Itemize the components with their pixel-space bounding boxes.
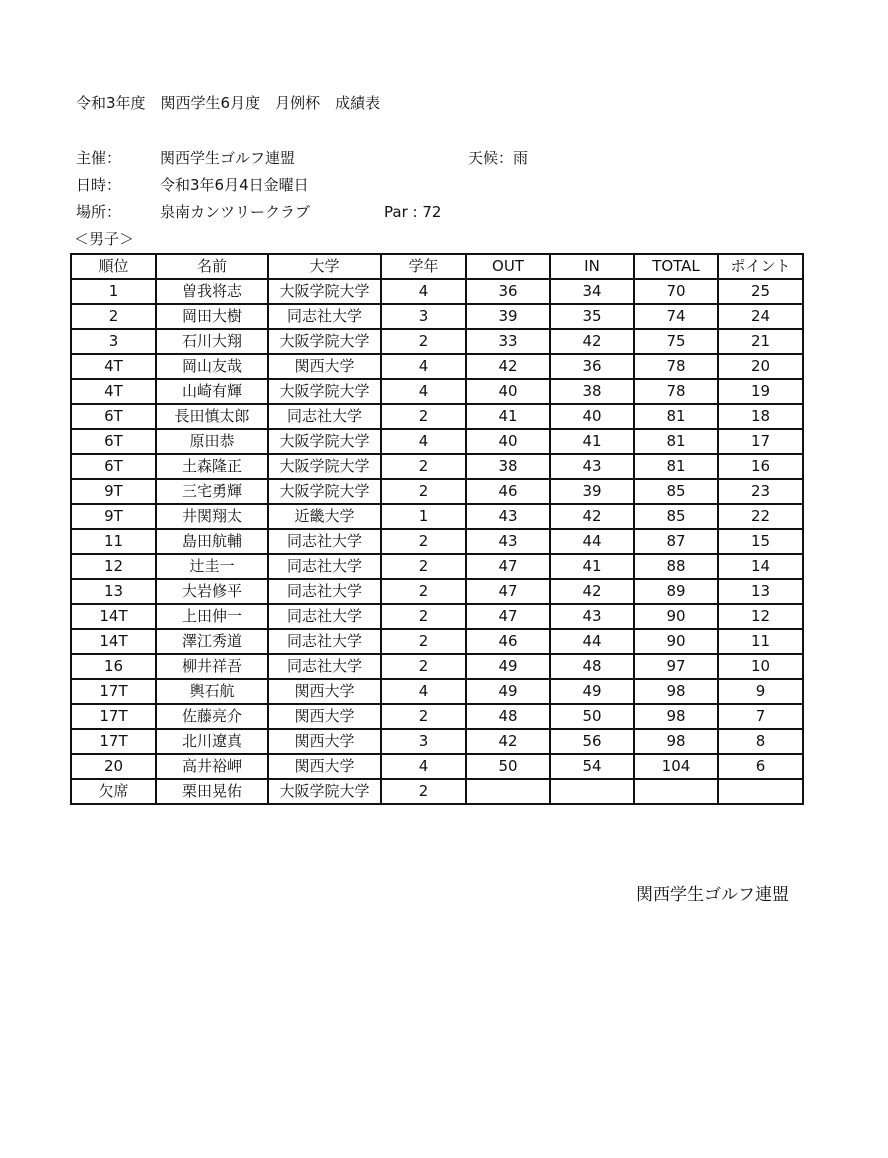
cell-out: 47 bbox=[466, 604, 550, 629]
cell-grade: 2 bbox=[381, 604, 466, 629]
cell-rank: 13 bbox=[71, 579, 156, 604]
par-value: Par : 72 bbox=[384, 203, 442, 221]
document-title: 令和3年度 関西学生6月度 月例杯 成績表 bbox=[76, 94, 381, 112]
cell-points: 15 bbox=[718, 529, 803, 554]
column-header-rank: 順位 bbox=[71, 254, 156, 279]
column-header-points: ポイント bbox=[718, 254, 803, 279]
cell-university: 同志社大学 bbox=[268, 654, 381, 679]
cell-grade: 4 bbox=[381, 379, 466, 404]
cell-points: 24 bbox=[718, 304, 803, 329]
table-row bbox=[71, 279, 803, 304]
cell-total: 90 bbox=[634, 629, 718, 654]
column-header-out: OUT bbox=[466, 254, 550, 279]
place-value: 泉南カンツリークラブ bbox=[160, 203, 311, 221]
cell-in: 43 bbox=[550, 604, 634, 629]
cell-university: 関西大学 bbox=[268, 754, 381, 779]
cell-university: 関西大学 bbox=[268, 704, 381, 729]
cell-rank: 11 bbox=[71, 529, 156, 554]
table-row bbox=[71, 604, 803, 629]
cell-rank: 4T bbox=[71, 379, 156, 404]
cell-grade: 2 bbox=[381, 454, 466, 479]
cell-grade: 4 bbox=[381, 429, 466, 454]
cell-university: 同志社大学 bbox=[268, 604, 381, 629]
cell-out: 41 bbox=[466, 404, 550, 429]
host-label: 主催： bbox=[76, 149, 122, 167]
cell-out: 50 bbox=[466, 754, 550, 779]
cell-name: 澤江秀道 bbox=[156, 629, 268, 654]
cell-name: 高井裕岬 bbox=[156, 754, 268, 779]
cell-in: 35 bbox=[550, 304, 634, 329]
cell-in: 48 bbox=[550, 654, 634, 679]
cell-name: 岡山友哉 bbox=[156, 354, 268, 379]
cell-in: 39 bbox=[550, 479, 634, 504]
cell-points: 22 bbox=[718, 504, 803, 529]
cell-name: 井関翔太 bbox=[156, 504, 268, 529]
cell-points: 20 bbox=[718, 354, 803, 379]
cell-university: 大阪学院大学 bbox=[268, 279, 381, 304]
cell-out: 40 bbox=[466, 429, 550, 454]
cell-points: 12 bbox=[718, 604, 803, 629]
column-header-university: 大学 bbox=[268, 254, 381, 279]
cell-rank: 9T bbox=[71, 479, 156, 504]
cell-name: 長田慎太郎 bbox=[156, 404, 268, 429]
cell-points: 7 bbox=[718, 704, 803, 729]
cell-name: 曽我将志 bbox=[156, 279, 268, 304]
section-label-men: ＜男子＞ bbox=[74, 230, 135, 248]
table-row bbox=[71, 354, 803, 379]
cell-name: 島田航輔 bbox=[156, 529, 268, 554]
cell-name: 上田伸一 bbox=[156, 604, 268, 629]
cell-total: 81 bbox=[634, 429, 718, 454]
cell-grade: 2 bbox=[381, 654, 466, 679]
table-row bbox=[71, 704, 803, 729]
cell-out: 48 bbox=[466, 704, 550, 729]
cell-total: 98 bbox=[634, 729, 718, 754]
cell-grade: 4 bbox=[381, 354, 466, 379]
cell-grade: 4 bbox=[381, 754, 466, 779]
cell-out: 49 bbox=[466, 654, 550, 679]
cell-name: 山崎有輝 bbox=[156, 379, 268, 404]
cell-points: 25 bbox=[718, 279, 803, 304]
cell-points: 11 bbox=[718, 629, 803, 654]
cell-points: 8 bbox=[718, 729, 803, 754]
date-value: 令和3年6月4日金曜日 bbox=[160, 176, 309, 194]
table-header-row bbox=[71, 254, 803, 279]
cell-in: 34 bbox=[550, 279, 634, 304]
cell-rank: 17T bbox=[71, 679, 156, 704]
cell-out: 49 bbox=[466, 679, 550, 704]
cell-out: 43 bbox=[466, 529, 550, 554]
cell-in: 42 bbox=[550, 504, 634, 529]
cell-rank: 12 bbox=[71, 554, 156, 579]
cell-rank: 14T bbox=[71, 629, 156, 654]
cell-university: 大阪学院大学 bbox=[268, 429, 381, 454]
cell-in: 42 bbox=[550, 329, 634, 354]
cell-university: 同志社大学 bbox=[268, 304, 381, 329]
cell-rank: 6T bbox=[71, 429, 156, 454]
cell-grade: 2 bbox=[381, 529, 466, 554]
table-row bbox=[71, 754, 803, 779]
table-row bbox=[71, 304, 803, 329]
cell-name: 辻圭一 bbox=[156, 554, 268, 579]
cell-points: 18 bbox=[718, 404, 803, 429]
cell-points: 6 bbox=[718, 754, 803, 779]
table-row bbox=[71, 779, 803, 804]
cell-in: 41 bbox=[550, 429, 634, 454]
table-row bbox=[71, 454, 803, 479]
cell-rank: 16 bbox=[71, 654, 156, 679]
cell-in: 36 bbox=[550, 354, 634, 379]
cell-grade: 2 bbox=[381, 404, 466, 429]
cell-grade: 2 bbox=[381, 329, 466, 354]
column-header-grade: 学年 bbox=[381, 254, 466, 279]
cell-points: 9 bbox=[718, 679, 803, 704]
cell-total: 104 bbox=[634, 754, 718, 779]
results-table-body bbox=[71, 279, 803, 804]
cell-rank: 6T bbox=[71, 404, 156, 429]
table-row bbox=[71, 654, 803, 679]
cell-total: 98 bbox=[634, 704, 718, 729]
cell-rank: 2 bbox=[71, 304, 156, 329]
cell-university: 大阪学院大学 bbox=[268, 329, 381, 354]
cell-in bbox=[550, 779, 634, 804]
cell-name: 佐藤亮介 bbox=[156, 704, 268, 729]
cell-total bbox=[634, 779, 718, 804]
table-row bbox=[71, 629, 803, 654]
cell-out: 33 bbox=[466, 329, 550, 354]
cell-out: 47 bbox=[466, 579, 550, 604]
cell-total: 89 bbox=[634, 579, 718, 604]
cell-grade: 4 bbox=[381, 679, 466, 704]
cell-points: 17 bbox=[718, 429, 803, 454]
cell-out: 38 bbox=[466, 454, 550, 479]
cell-grade: 2 bbox=[381, 629, 466, 654]
cell-in: 40 bbox=[550, 404, 634, 429]
results-table bbox=[70, 253, 804, 805]
cell-university: 同志社大学 bbox=[268, 404, 381, 429]
cell-points: 13 bbox=[718, 579, 803, 604]
footer-organizer: 関西学生ゴルフ連盟 bbox=[636, 885, 789, 905]
cell-points: 16 bbox=[718, 454, 803, 479]
cell-grade: 2 bbox=[381, 704, 466, 729]
cell-out: 42 bbox=[466, 729, 550, 754]
cell-total: 90 bbox=[634, 604, 718, 629]
cell-university: 大阪学院大学 bbox=[268, 479, 381, 504]
cell-in: 38 bbox=[550, 379, 634, 404]
cell-university: 関西大学 bbox=[268, 354, 381, 379]
cell-in: 43 bbox=[550, 454, 634, 479]
table-row bbox=[71, 404, 803, 429]
cell-in: 44 bbox=[550, 629, 634, 654]
cell-rank: 17T bbox=[71, 729, 156, 754]
cell-name: 土森隆正 bbox=[156, 454, 268, 479]
cell-university: 同志社大学 bbox=[268, 629, 381, 654]
column-header-in: IN bbox=[550, 254, 634, 279]
cell-total: 78 bbox=[634, 354, 718, 379]
cell-grade: 2 bbox=[381, 779, 466, 804]
table-row bbox=[71, 579, 803, 604]
cell-points: 21 bbox=[718, 329, 803, 354]
cell-university: 関西大学 bbox=[268, 729, 381, 754]
cell-grade: 2 bbox=[381, 479, 466, 504]
cell-out: 42 bbox=[466, 354, 550, 379]
cell-rank: 20 bbox=[71, 754, 156, 779]
cell-name: 栗田晃佑 bbox=[156, 779, 268, 804]
cell-total: 70 bbox=[634, 279, 718, 304]
cell-university: 大阪学院大学 bbox=[268, 454, 381, 479]
cell-name: 原田恭 bbox=[156, 429, 268, 454]
cell-name: 石川大翔 bbox=[156, 329, 268, 354]
cell-grade: 3 bbox=[381, 304, 466, 329]
cell-name: 北川遼真 bbox=[156, 729, 268, 754]
cell-in: 50 bbox=[550, 704, 634, 729]
table-row bbox=[71, 379, 803, 404]
table-row bbox=[71, 729, 803, 754]
cell-rank: 3 bbox=[71, 329, 156, 354]
cell-out: 36 bbox=[466, 279, 550, 304]
cell-out: 46 bbox=[466, 629, 550, 654]
cell-total: 97 bbox=[634, 654, 718, 679]
cell-out: 39 bbox=[466, 304, 550, 329]
cell-points: 19 bbox=[718, 379, 803, 404]
cell-in: 44 bbox=[550, 529, 634, 554]
cell-grade: 2 bbox=[381, 554, 466, 579]
cell-grade: 2 bbox=[381, 579, 466, 604]
cell-total: 88 bbox=[634, 554, 718, 579]
cell-total: 85 bbox=[634, 504, 718, 529]
place-label: 場所： bbox=[76, 203, 122, 221]
cell-out: 47 bbox=[466, 554, 550, 579]
column-header-total: TOTAL bbox=[634, 254, 718, 279]
cell-rank: 欠席 bbox=[71, 779, 156, 804]
cell-total: 81 bbox=[634, 404, 718, 429]
cell-total: 74 bbox=[634, 304, 718, 329]
cell-out: 46 bbox=[466, 479, 550, 504]
table-row bbox=[71, 504, 803, 529]
cell-in: 42 bbox=[550, 579, 634, 604]
cell-points: 10 bbox=[718, 654, 803, 679]
cell-total: 81 bbox=[634, 454, 718, 479]
cell-name: 岡田大樹 bbox=[156, 304, 268, 329]
weather: 天候：雨 bbox=[468, 149, 529, 167]
cell-rank: 1 bbox=[71, 279, 156, 304]
cell-points bbox=[718, 779, 803, 804]
cell-points: 23 bbox=[718, 479, 803, 504]
cell-total: 98 bbox=[634, 679, 718, 704]
cell-university: 近畿大学 bbox=[268, 504, 381, 529]
cell-in: 54 bbox=[550, 754, 634, 779]
cell-points: 14 bbox=[718, 554, 803, 579]
cell-university: 同志社大学 bbox=[268, 579, 381, 604]
cell-out: 43 bbox=[466, 504, 550, 529]
cell-total: 78 bbox=[634, 379, 718, 404]
table-row bbox=[71, 554, 803, 579]
table-row bbox=[71, 679, 803, 704]
cell-grade: 1 bbox=[381, 504, 466, 529]
cell-in: 41 bbox=[550, 554, 634, 579]
cell-university: 大阪学院大学 bbox=[268, 779, 381, 804]
cell-university: 大阪学院大学 bbox=[268, 379, 381, 404]
date-label: 日時： bbox=[76, 176, 122, 194]
cell-in: 49 bbox=[550, 679, 634, 704]
cell-out: 40 bbox=[466, 379, 550, 404]
cell-rank: 9T bbox=[71, 504, 156, 529]
cell-university: 関西大学 bbox=[268, 679, 381, 704]
table-row bbox=[71, 529, 803, 554]
cell-total: 87 bbox=[634, 529, 718, 554]
host-value: 関西学生ゴルフ連盟 bbox=[160, 149, 296, 167]
cell-university: 同志社大学 bbox=[268, 529, 381, 554]
cell-rank: 17T bbox=[71, 704, 156, 729]
cell-total: 75 bbox=[634, 329, 718, 354]
cell-out bbox=[466, 779, 550, 804]
table-row bbox=[71, 429, 803, 454]
cell-university: 同志社大学 bbox=[268, 554, 381, 579]
table-row bbox=[71, 479, 803, 504]
cell-rank: 14T bbox=[71, 604, 156, 629]
table-row bbox=[71, 329, 803, 354]
column-header-name: 名前 bbox=[156, 254, 268, 279]
cell-grade: 3 bbox=[381, 729, 466, 754]
cell-name: 大岩修平 bbox=[156, 579, 268, 604]
cell-in: 56 bbox=[550, 729, 634, 754]
cell-rank: 4T bbox=[71, 354, 156, 379]
cell-total: 85 bbox=[634, 479, 718, 504]
cell-grade: 4 bbox=[381, 279, 466, 304]
cell-rank: 6T bbox=[71, 454, 156, 479]
cell-name: 三宅勇輝 bbox=[156, 479, 268, 504]
cell-name: 輿石航 bbox=[156, 679, 268, 704]
cell-name: 柳井祥吾 bbox=[156, 654, 268, 679]
